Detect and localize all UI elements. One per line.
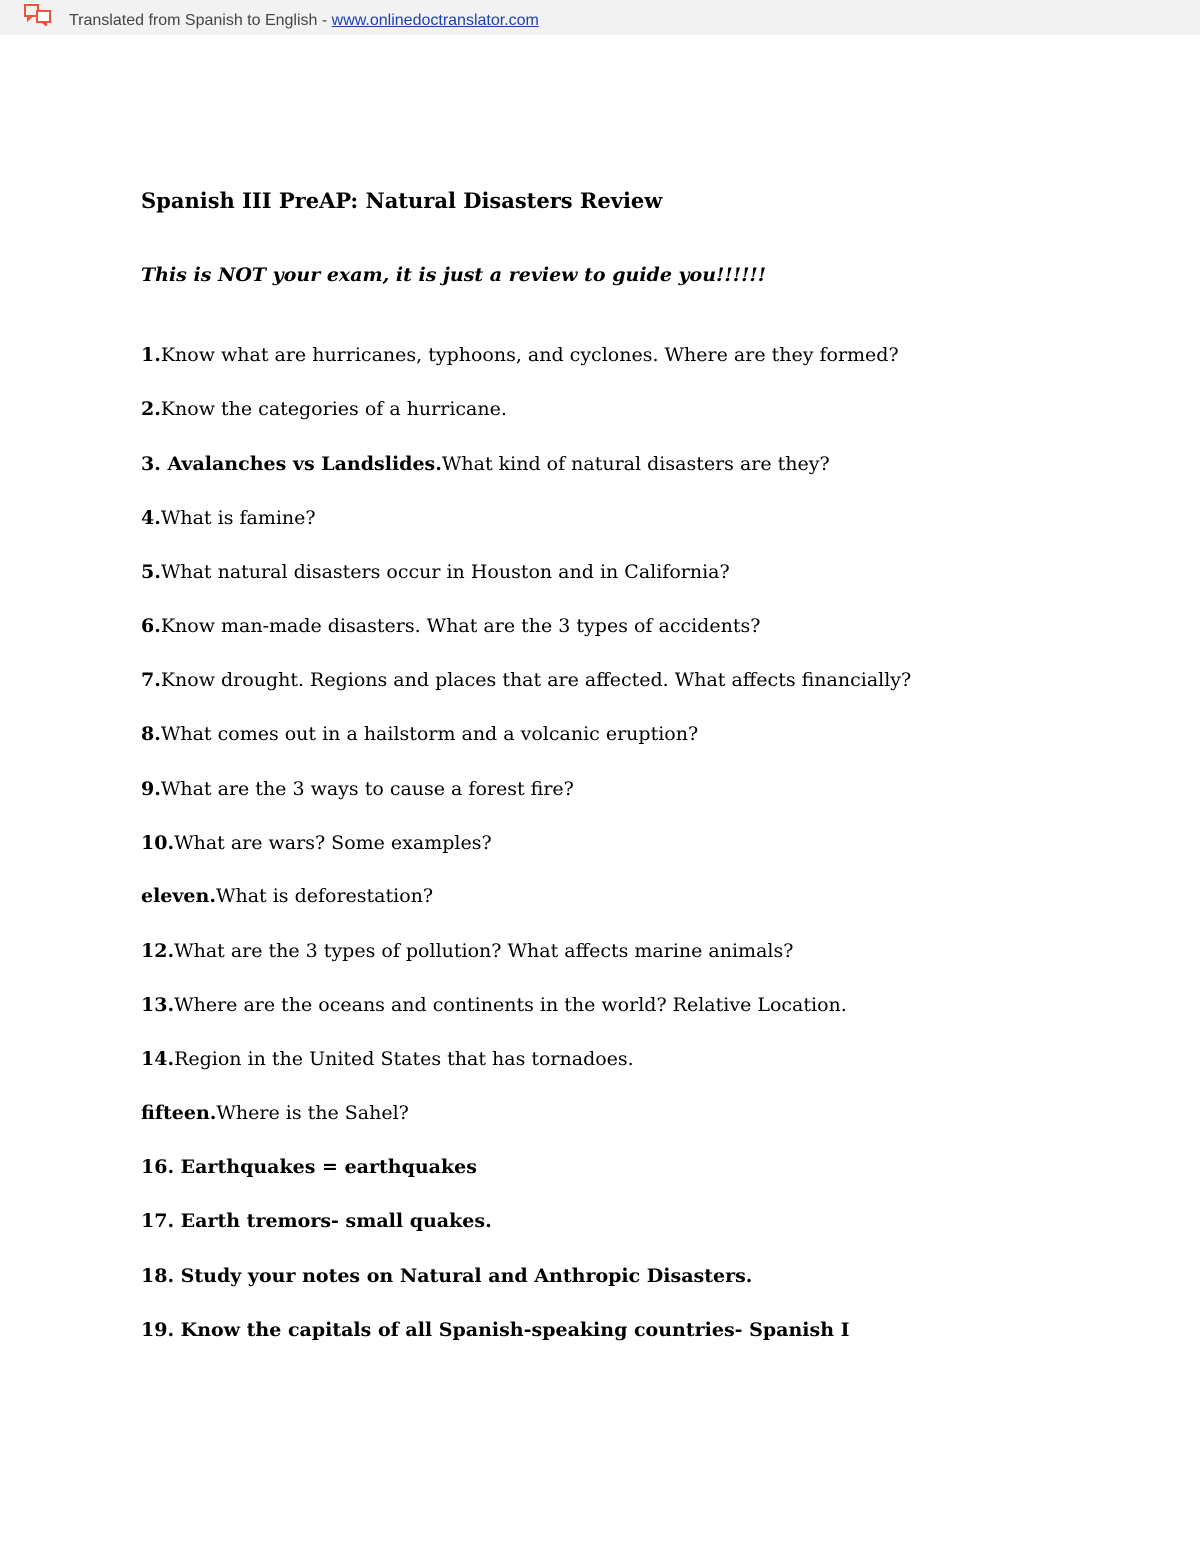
list-item: [141, 1098, 409, 1128]
item-number: 3.: [141, 453, 161, 475]
item-number: 13.: [141, 994, 175, 1016]
item-text: What is famine?: [160, 507, 316, 529]
item-text: Where is the Sahel?: [216, 1102, 409, 1124]
item-number: 18.: [141, 1265, 175, 1287]
item-text: Know drought. Regions and places that are affected. What affects financially?: [160, 669, 912, 691]
item-text: What are the 3 ways to cause a forest fire?: [160, 778, 574, 800]
item-number: 5.: [141, 561, 161, 583]
item-number: eleven.: [141, 885, 216, 907]
item-number: 14.: [141, 1048, 175, 1070]
translate-icon: [24, 4, 52, 26]
list-item: [141, 719, 698, 749]
item-text: What are the 3 types of pollution? What affects marine animals?: [174, 940, 794, 962]
item-number: 6.: [141, 615, 161, 637]
item-text: What natural disasters occur in Houston and in California?: [160, 561, 730, 583]
item-number: 10.: [141, 832, 175, 854]
item-text: Know what are hurricanes, typhoons, and cyclones. Where are they formed?: [160, 344, 899, 366]
translator-banner: [0, 0, 1200, 35]
item-text: Know man-made disasters. What are the 3 types of accidents?: [160, 615, 761, 637]
list-item: [141, 936, 793, 966]
list-item: [141, 665, 911, 695]
item-bold-text: Avalanches vs Landslides.: [160, 453, 442, 475]
item-number: 2.: [141, 398, 161, 420]
list-item: [141, 611, 760, 641]
list-item: [141, 394, 507, 424]
item-text: Know the categories of a hurricane.: [160, 398, 507, 420]
item-text: What kind of natural disasters are they?: [441, 453, 830, 475]
banner-prefix: Translated from Spanish to English -: [69, 12, 332, 29]
item-number: 9.: [141, 778, 161, 800]
banner-text: [69, 11, 539, 31]
item-number: 1.: [141, 344, 161, 366]
item-number: fifteen.: [141, 1102, 217, 1124]
document-note: This is NOT your exam, it is just a review to guide you!!!!!!: [141, 264, 767, 286]
list-item: [141, 828, 492, 858]
list-item: [141, 340, 899, 370]
item-number: 17.: [141, 1210, 175, 1232]
item-bold-text: Study your notes on Natural and Anthropic Disasters.: [174, 1265, 753, 1287]
list-item: [141, 774, 574, 804]
list-item: [141, 1315, 850, 1345]
translator-link[interactable]: www.onlinedoctranslator.com: [331, 12, 539, 29]
list-item: [141, 557, 730, 587]
document-title: Spanish III PreAP: Natural Disasters Review: [141, 188, 663, 213]
item-number: 19.: [141, 1319, 175, 1341]
item-number: 16.: [141, 1156, 175, 1178]
list-item: [141, 990, 847, 1020]
list-item: [141, 1261, 752, 1291]
list-item: [141, 1044, 634, 1074]
item-text: What are wars? Some examples?: [174, 832, 492, 854]
item-text: What comes out in a hailstorm and a volcanic eruption?: [160, 723, 699, 745]
item-text: What is deforestation?: [215, 885, 434, 907]
item-bold-text: Earth tremors- small quakes.: [174, 1210, 492, 1232]
item-number: 7.: [141, 669, 161, 691]
list-item: [141, 1152, 477, 1182]
item-text: Where are the oceans and continents in the world? Relative Location.: [174, 994, 847, 1016]
list-item: [141, 881, 433, 911]
list-item: [141, 503, 316, 533]
item-number: 12.: [141, 940, 175, 962]
item-text: Region in the United States that has tornadoes.: [174, 1048, 634, 1070]
list-item: [141, 449, 830, 479]
item-bold-text: Earthquakes = earthquakes: [174, 1156, 477, 1178]
item-number: 4.: [141, 507, 161, 529]
list-item: [141, 1206, 492, 1236]
item-number: 8.: [141, 723, 161, 745]
item-bold-text: Know the capitals of all Spanish-speaking countries- Spanish I: [174, 1319, 850, 1341]
